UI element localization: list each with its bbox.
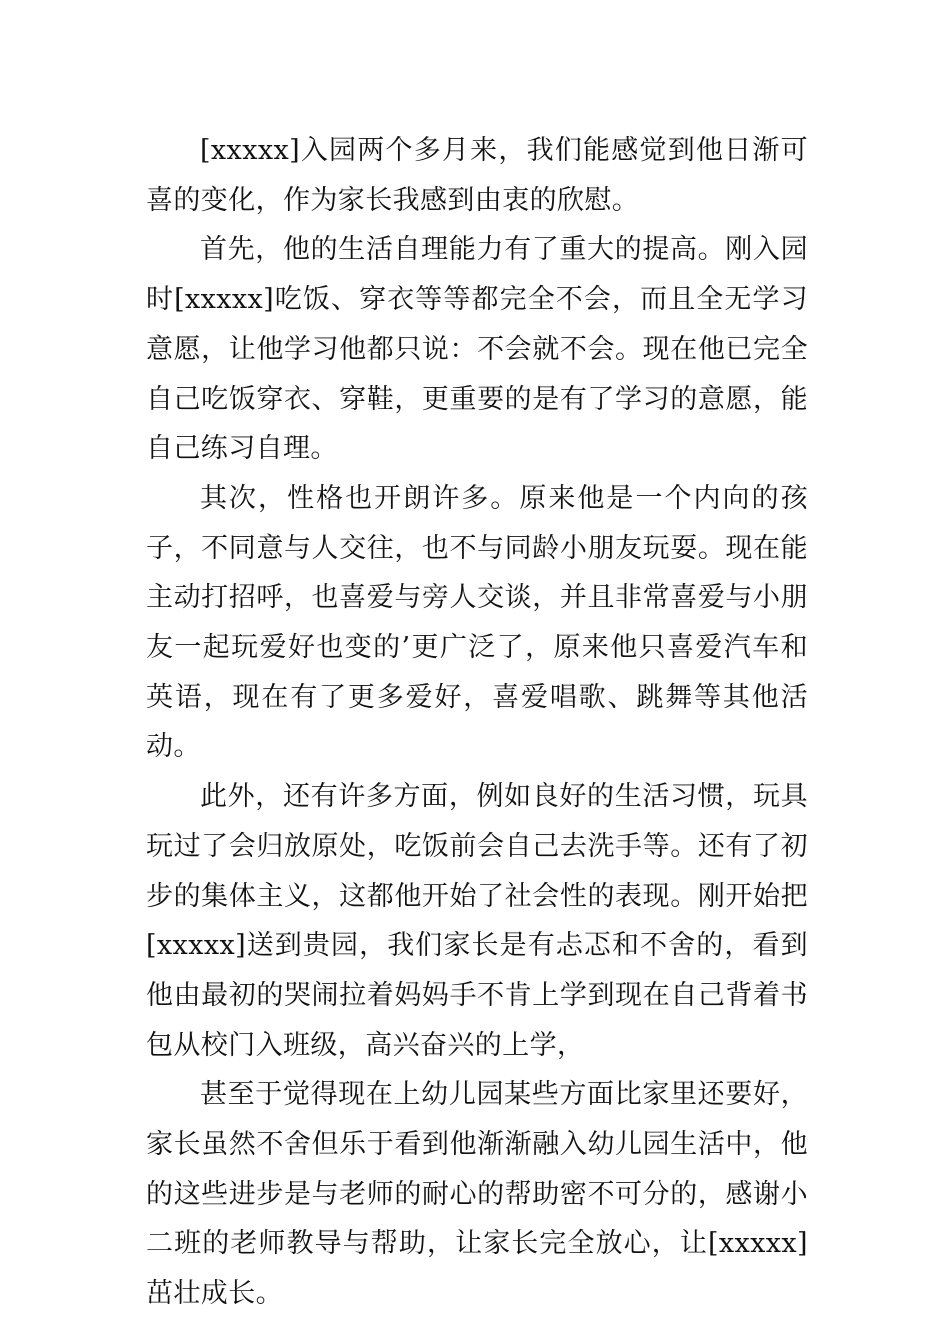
paragraph-2: 首先，他的生活自理能力有了重大的提高。刚入园时[xxxxx]吃饭、穿衣等等都完全不会，而且全无学习意愿，让他学习他都只说：不会就不会。现在他已完全自己吃饭穿衣、穿鞋，更重要的是有了学习的意愿，能自己练习自理。 xyxy=(146,234,808,465)
document-page xyxy=(146,126,808,1319)
paragraph-5: 甚至于觉得现在上幼儿园某些方面比家里还要好，家长虽然不舍但乐于看到他渐渐融入幼儿园生活中，他的这些进步是与老师的耐心的帮助密不可分的，感谢小二班的老师教导与帮助，让家长完全放心，让[xxxxx]茁壮成长。 xyxy=(146,1079,808,1310)
paragraph-1: [xxxxx]入园两个多月来，我们能感觉到他日渐可喜的变化，作为家长我感到由衷的欣慰。 xyxy=(146,135,808,216)
paragraph-3: 其次，性格也开朗许多。原来他是一个内向的孩子，不同意与人交往，也不与同龄小朋友玩耍。现在能主动打招呼，也喜爱与旁人交谈，并且非常喜爱与小朋友一起玩爱好也变的’更广泛了，原来他只喜爱汽车和英语，现在有了更多爱好，喜爱唱歌、跳舞等其他活动。 xyxy=(146,482,808,763)
paragraph-4: 此外，还有许多方面，例如良好的生活习惯，玩具玩过了会归放原处，吃饭前会自己去洗手等。还有了初步的集体主义，这都他开始了社会性的表现。刚开始把[xxxxx]送到贵园，我们家长是有忐忑和不舍的，看到他由最初的哭闹拉着妈妈手不肯上学到现在自己背着书包从校门入班级，高兴奋兴的上学， xyxy=(146,781,808,1061)
